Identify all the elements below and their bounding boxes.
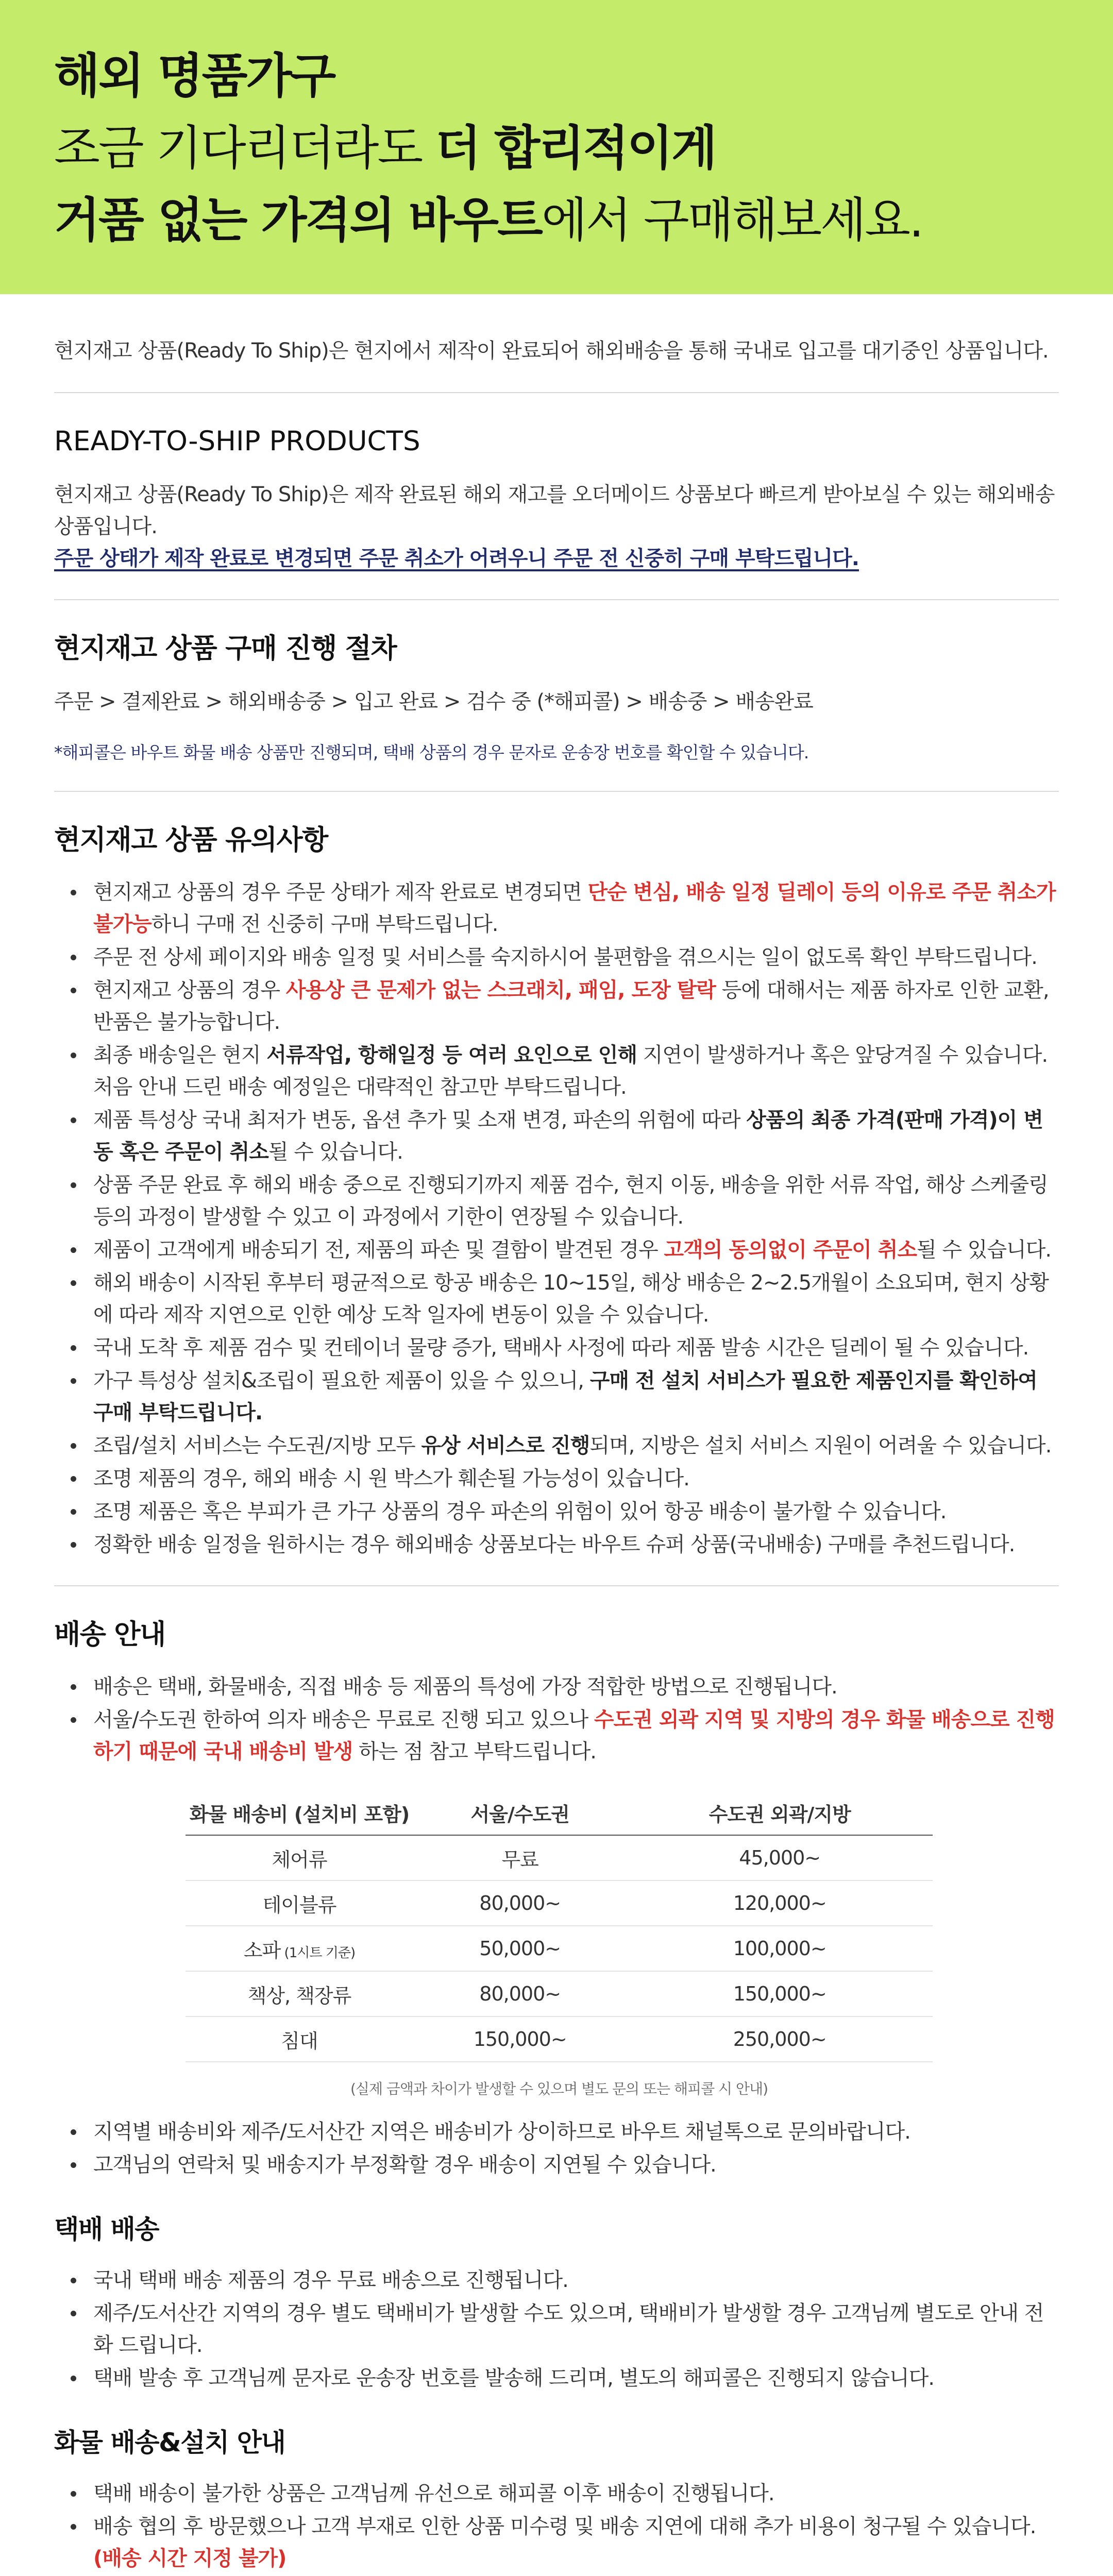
table-cell: 소파 (1시트 기준)	[185, 1926, 413, 1971]
delivery-list	[54, 1671, 1059, 1768]
shipping-fee-table	[185, 1790, 933, 2062]
caution-list	[54, 876, 1059, 1561]
process-steps: 주문 > 결제완료 > 해외배송중 > 입고 완료 > 검수 중 (*해피콜) > 배송중 > 배송완료	[54, 690, 813, 714]
caution-section-title: 현지재고 상품 유의사항	[54, 824, 328, 856]
table-cell: 45,000~	[627, 1835, 933, 1880]
table-cell: 무료	[413, 1835, 627, 1880]
parcel-list	[54, 2264, 1059, 2394]
table-row	[185, 2016, 933, 2062]
intro-text: 현지재고 상품(Ready To Ship)은 현지에서 제작이 완료되어 해외배송을 통해 국내로 입고를 대기중인 상품입니다.	[54, 339, 1049, 363]
list-item: 가구 특성상 설치&조립이 필요한 제품이 있을 수 있으니, 구매 전 설치 서비스가 필요한 제품인지를 확인하여 구매 부탁드립니다.	[54, 1365, 1059, 1429]
list-item: 조명 제품의 경우, 해외 배송 시 원 박스가 훼손될 가능성이 있습니다.	[54, 1463, 1059, 1495]
table-header: 화물 배송비 (설치비 포함)	[185, 1790, 413, 1835]
list-item: 택배 발송 후 고객님께 문자로 운송장 번호를 발송해 드리며, 별도의 해피콜은 진행되지 않습니다.	[54, 2362, 1059, 2394]
delivery-list-2	[54, 2116, 1059, 2181]
table-cell: 80,000~	[413, 1880, 627, 1926]
rts-description: 현지재고 상품(Ready To Ship)은 제작 완료된 해외 재고를 오더메이드 상품보다 빠르게 받아보실 수 있는 해외배송 상품입니다.	[54, 483, 1055, 538]
list-item: 상품 주문 완료 후 해외 배송 중으로 진행되기까지 제품 검수, 현지 이동, 배송을 위한 서류 작업, 해상 스케줄링 등의 과정이 발생할 수 있고 이 과정에서 기한이 연장될 수 있습니다.	[54, 1169, 1059, 1233]
list-item: 정확한 배송 일정을 원하시는 경우 해외배송 상품보다는 바우트 슈퍼 상품(국내배송) 구매를 추천드립니다.	[54, 1529, 1059, 1561]
shipping-fee-table-wrapper	[185, 1790, 933, 2098]
list-item: 주문 전 상세 페이지와 배송 일정 및 서비스를 숙지하시어 불편함을 겪으시는 일이 없도록 확인 부탁드립니다.	[54, 941, 1059, 973]
process-note: *해피콜은 바우트 화물 배송 상품만 진행되며, 택배 상품의 경우 문자로 운송장 번호를 확인할 수 있습니다.	[54, 742, 809, 762]
hero-subtitle-line-2	[54, 184, 1059, 257]
list-item: 최종 배송일은 현지 서류작업, 항해일정 등 여러 요인으로 인해 지연이 발생하거나 혹은 앞당겨질 수 있습니다. 처음 안내 드린 배송 예정일은 대략적인 참고만 부탁드립니다.	[54, 1039, 1059, 1103]
table-cell: 침대	[185, 2016, 413, 2062]
delivery-section-title: 배송 안내	[54, 1619, 165, 1650]
list-item: 배송은 택배, 화물배송, 직접 배송 등 제품의 특성에 가장 적합한 방법으로 진행됩니다.	[54, 1671, 1059, 1703]
rts-section-title: READY-TO-SHIP PRODUCTS	[54, 426, 420, 457]
hero-emphasis: 거품 없는 가격의	[54, 193, 409, 248]
table-cell: 100,000~	[627, 1926, 933, 1971]
list-item: 서울/수도권 한하여 의자 배송은 무료로 진행 되고 있으나 수도권 외곽 지역 및 지방의 경우 화물 배송으로 진행하기 때문에 국내 배송비 발생 하는 점 참고 부탁드립니다.	[54, 1704, 1059, 1768]
freight-list	[54, 2478, 1059, 2576]
list-item: 지역별 배송비와 제주/도서산간 지역은 배송비가 상이하므로 바우트 채널톡으로 문의바랍니다.	[54, 2116, 1059, 2148]
table-cell: 250,000~	[627, 2016, 933, 2062]
hero-subtitle-line-1	[54, 112, 1059, 184]
list-item: 제품이 고객에게 배송되기 전, 제품의 파손 및 결함이 발견된 경우 고객의 동의없이 주문이 취소될 수 있습니다.	[54, 1234, 1059, 1266]
table-row	[185, 1835, 933, 1880]
list-item: 현지재고 상품의 경우 주문 상태가 제작 완료로 변경되면 단순 변심, 배송 일정 딜레이 등의 이유로 주문 취소가 불가능하니 구매 전 신중히 구매 부탁드립니다.	[54, 876, 1059, 940]
table-cell: 150,000~	[627, 1971, 933, 2016]
table-cell: 테이블류	[185, 1880, 413, 1926]
list-item: 조명 제품은 혹은 부피가 큰 가구 상품의 경우 파손의 위험이 있어 항공 배송이 불가할 수 있습니다.	[54, 1496, 1059, 1528]
divider	[54, 1585, 1059, 1586]
table-note: (실제 금액과 차이가 발생할 수 있으며 별도 문의 또는 해피콜 시 안내)	[350, 2080, 768, 2097]
table-cell: 150,000~	[413, 2016, 627, 2062]
freight-section-title: 화물 배송&설치 안내	[54, 2428, 285, 2458]
hero-text: 조금 기다리더라도	[54, 121, 435, 176]
hero-emphasis: 더 합리적이게	[435, 121, 716, 176]
table-header: 서울/수도권	[413, 1790, 627, 1835]
list-item: 배송 협의 후 방문했으나 고객 부재로 인한 상품 미수령 및 배송 지연에 대해 추가 비용이 청구될 수 있습니다. (배송 시간 지정 불가)	[54, 2511, 1059, 2574]
list-item: 해외 배송이 시작된 후부터 평균적으로 항공 배송은 10~15일, 해상 배송은 2~2.5개월이 소요되며, 현지 상황에 따라 제작 지연으로 인한 예상 도착 일자에 변동이 있을 수 있습니다.	[54, 1267, 1059, 1331]
hero-banner	[0, 0, 1113, 294]
divider	[54, 392, 1059, 393]
list-item: 조립/설치 서비스는 수도권/지방 모두 유상 서비스로 진행되며, 지방은 설치 서비스 지원이 어려울 수 있습니다.	[54, 1430, 1059, 1462]
table-row	[185, 1880, 933, 1926]
hero-title: 해외 명품가구	[54, 48, 335, 104]
hero-text: 에서 구매해보세요.	[541, 193, 923, 248]
table-row	[185, 1971, 933, 2016]
hero-brand: 바우트	[409, 193, 542, 248]
list-item: 제주/도서산간 지역의 경우 별도 택배비가 발생할 수도 있으며, 택배비가 발생할 경우 고객님께 별도로 안내 전화 드립니다.	[54, 2297, 1059, 2361]
table-row	[185, 1926, 933, 1971]
table-cell: 80,000~	[413, 1971, 627, 2016]
list-item: 택배 배송이 불가한 상품은 고객님께 유선으로 해피콜 이후 배송이 진행됩니다.	[54, 2478, 1059, 2510]
list-item: 국내 택배 배송 제품의 경우 무료 배송으로 진행됩니다.	[54, 2264, 1059, 2296]
content-area	[0, 334, 1113, 2576]
list-item: 고객님의 연락처 및 배송지가 부정확할 경우 배송이 지연될 수 있습니다.	[54, 2149, 1059, 2181]
rts-notice: 주문 상태가 제작 완료로 변경되면 주문 취소가 어려우니 주문 전 신중히 구매 부탁드립니다.	[54, 547, 859, 570]
parcel-section-title: 택배 배송	[54, 2214, 159, 2244]
list-item: 제품 특성상 국내 최저가 변동, 옵션 추가 및 소재 변경, 파손의 위험에 따라 상품의 최종 가격(판매 가격)이 변동 혹은 주문이 취소될 수 있습니다.	[54, 1104, 1059, 1168]
table-cell: 체어류	[185, 1835, 413, 1880]
process-section-title: 현지재고 상품 구매 진행 절차	[54, 633, 397, 664]
divider	[54, 599, 1059, 600]
table-cell: 120,000~	[627, 1880, 933, 1926]
table-header-row	[185, 1790, 933, 1835]
divider	[54, 791, 1059, 792]
table-cell: 50,000~	[413, 1926, 627, 1971]
list-item: 국내 도착 후 제품 검수 및 컨테이너 물량 증가, 택배사 사정에 따라 제품 발송 시간은 딜레이 될 수 있습니다.	[54, 1332, 1059, 1364]
table-cell: 책상, 책장류	[185, 1971, 413, 2016]
list-item: 현지재고 상품의 경우 사용상 큰 문제가 없는 스크래치, 패임, 도장 탈락 등에 대해서는 제품 하자로 인한 교환, 반품은 불가능합니다.	[54, 974, 1059, 1038]
table-header: 수도권 외곽/지방	[627, 1790, 933, 1835]
